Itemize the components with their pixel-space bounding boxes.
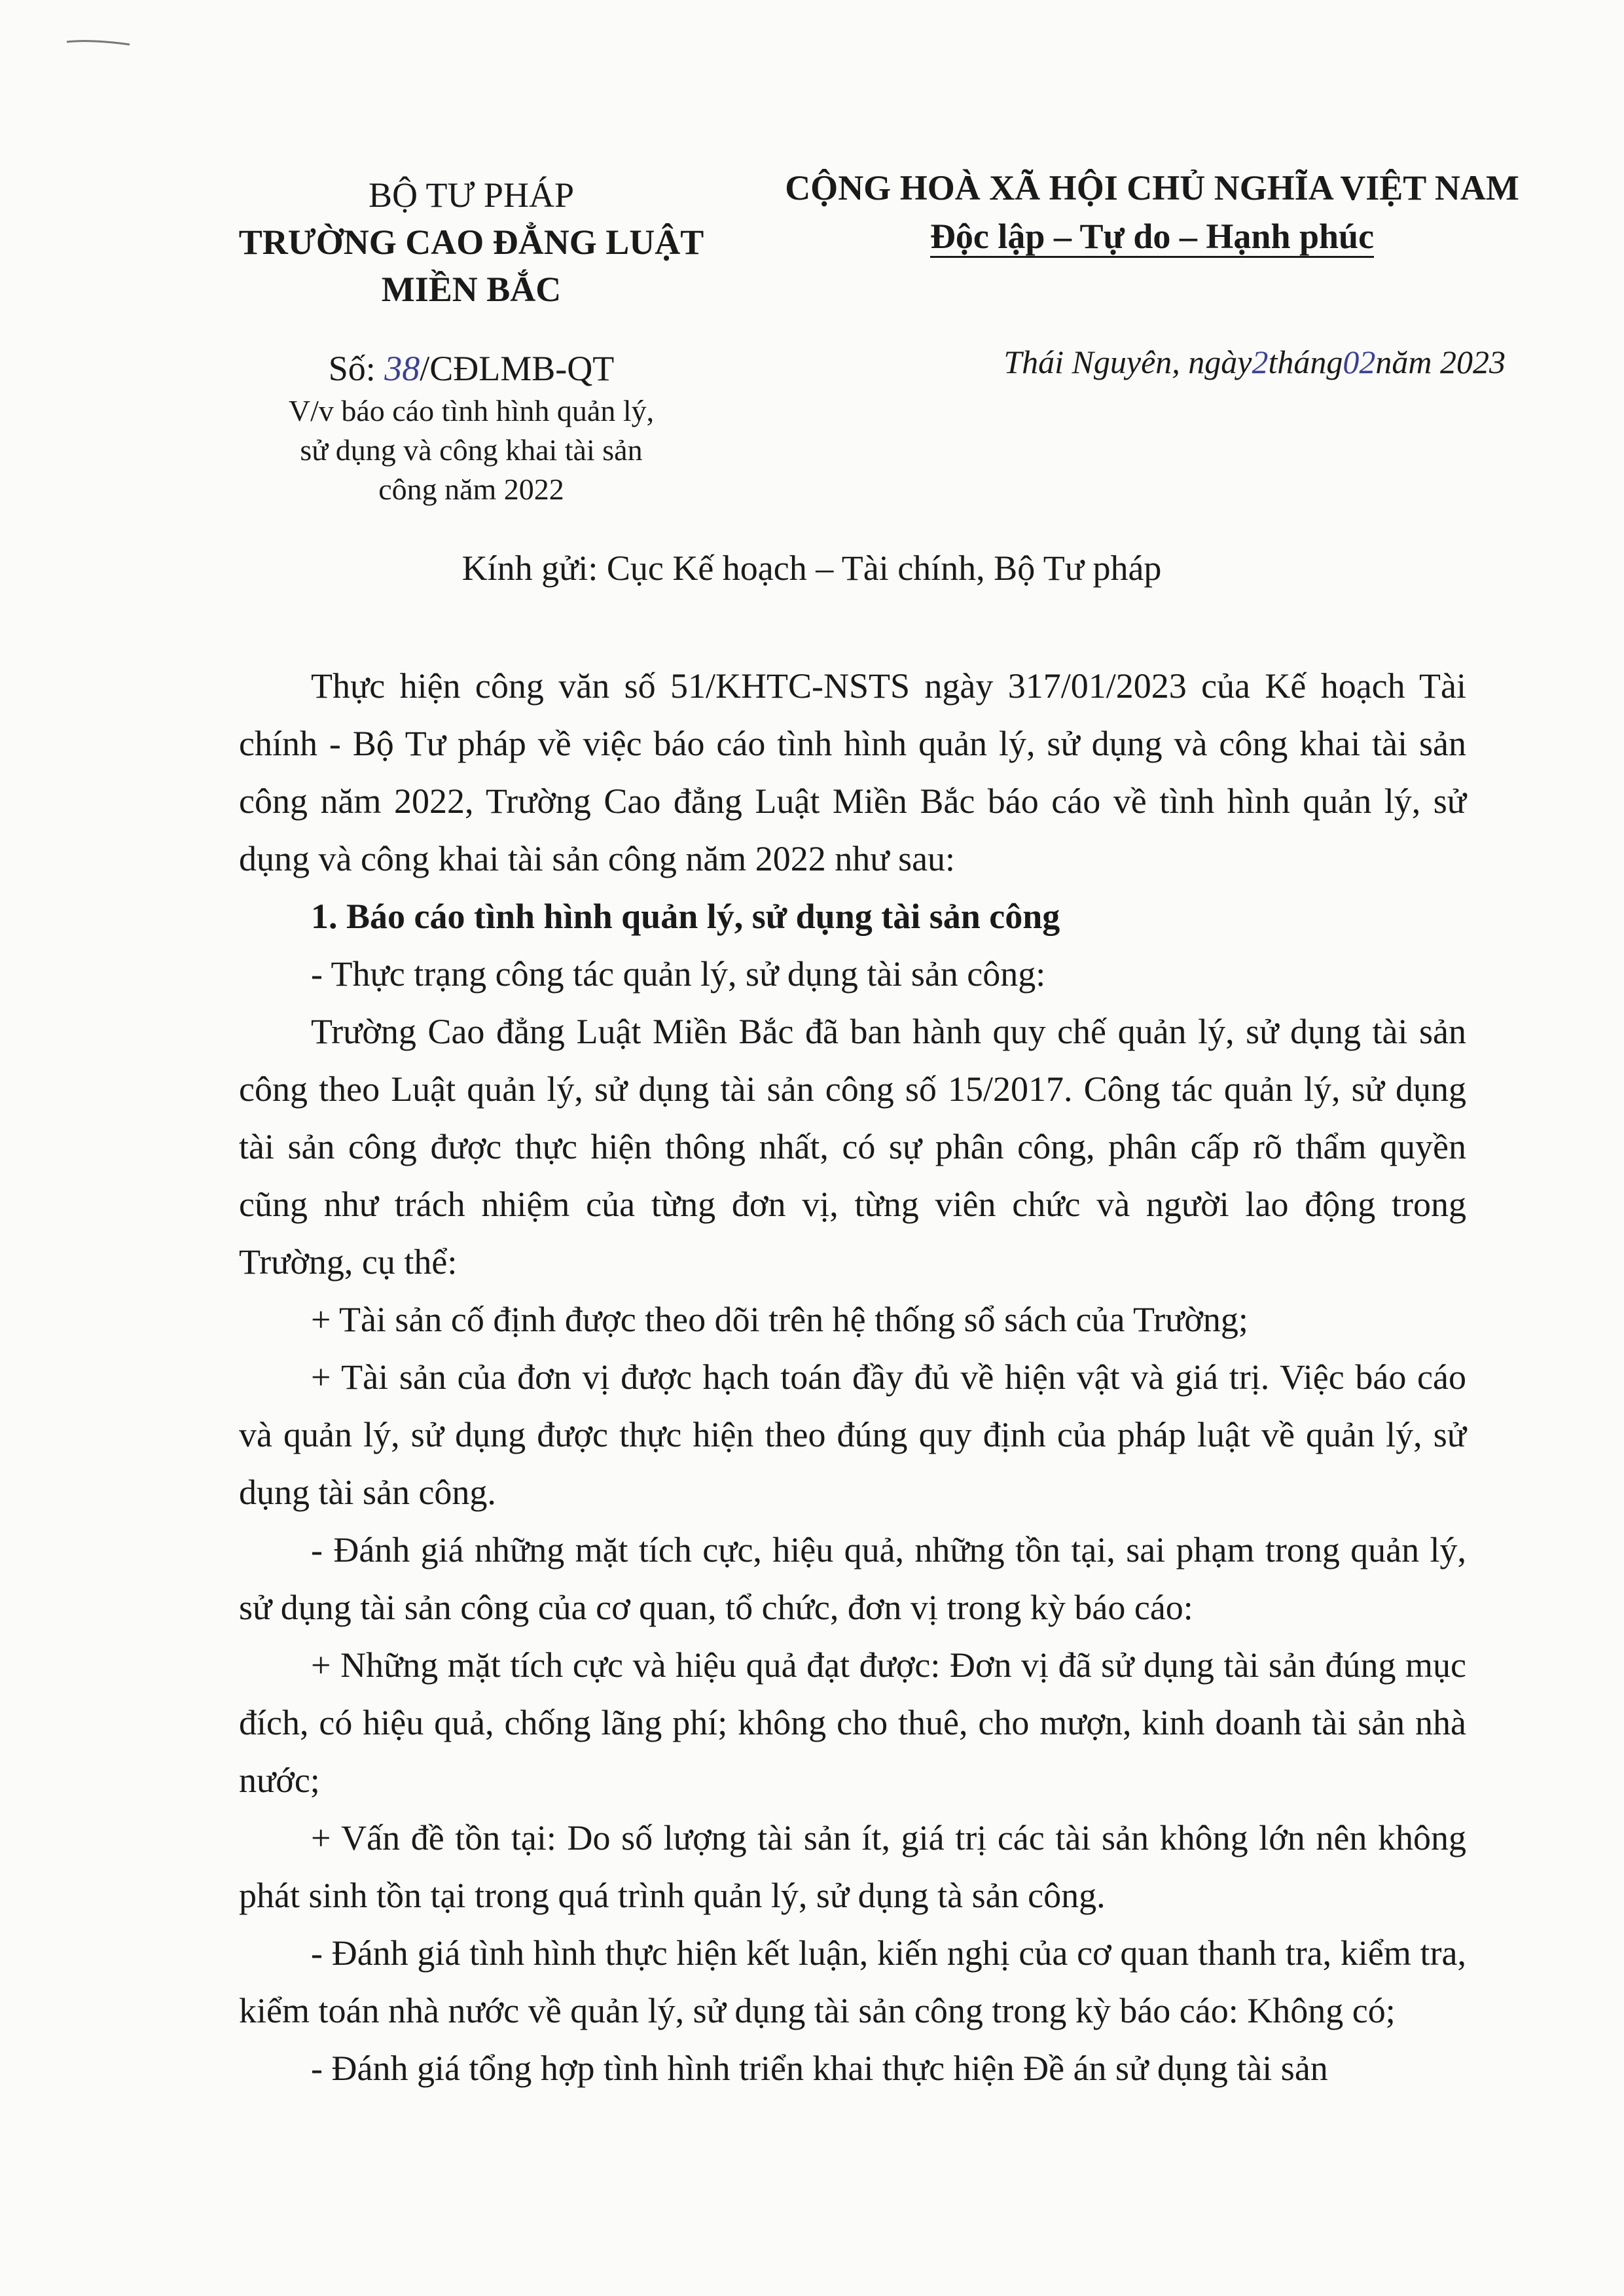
date-year: năm 2023	[1375, 344, 1506, 380]
document-number	[216, 347, 727, 390]
body-paragraph: - Thực trạng công tác quản lý, sử dụng tài sản công:	[311, 954, 1046, 994]
issuing-agency	[216, 171, 727, 313]
date-day: 2	[1252, 344, 1269, 380]
doc-number-prefix: Số:	[328, 349, 385, 388]
subject-line: công năm 2022	[378, 473, 564, 506]
document-body	[239, 657, 1466, 2097]
body-paragraph: + Những mặt tích cực và hiệu quả đạt được: Đơn vị đã sử dụng tài sản đúng mục đích, có hiệu quả, chống lãng phí; không cho thuê, cho mượn, kinh doanh tài sản nhà nước;	[239, 1645, 1466, 1800]
school-name-line1: TRƯỜNG CAO ĐẲNG LUẬT	[238, 223, 704, 262]
body-paragraph: + Vấn đề tồn tại: Do số lượng tài sản ít, giá trị các tài sản không lớn nên không phát sinh tồn tại trong quá trình quản lý, sử dụng tà sản công.	[239, 1818, 1466, 1915]
date-month: 02	[1343, 344, 1376, 380]
section-heading: 1. Báo cáo tình hình quản lý, sử dụng tài sản công	[311, 897, 1060, 936]
body-paragraph: + Tài sản của đơn vị được hạch toán đầy đủ về hiện vật và giá trị. Việc báo cáo và quản lý, sử dụng được thực hiện theo đúng quy định của pháp luật về quản lý, sử dụng tài sản công.	[239, 1357, 1466, 1512]
body-paragraph: - Đánh giá những mặt tích cực, hiệu quả, những tồn tại, sai phạm trong quản lý, sử dụng tài sản công của cơ quan, tổ chức, đơn vị trong kỳ báo cáo:	[239, 1530, 1466, 1627]
ministry-name: BỘ TƯ PHÁP	[369, 175, 574, 215]
body-paragraph: - Đánh giá tổng hợp tình hình triển khai thực hiện Đề án sử dụng tài sản	[311, 2049, 1328, 2088]
date-month-text: tháng	[1268, 344, 1343, 380]
body-paragraph: + Tài sản cố định được theo dõi trên hệ thống sổ sách của Trường;	[311, 1300, 1248, 1339]
national-motto: Độc lập – Tự do – Hạnh phúc	[930, 212, 1374, 260]
body-paragraph: Thực hiện công văn số 51/KHTC-NSTS ngày 317/01/2023 của Kế hoạch Tài chính - Bộ Tư pháp về việc báo cáo tình hình quản lý, sử dụng và công khai tài sản công năm 2022, Trường Cao đẳng Luật Miền Bắc báo cáo về tình hình quản lý, sử dụng và công khai tài sản công năm 2022 như sau:	[239, 666, 1466, 878]
subject-line: sử dụng và công khai tài sản	[300, 433, 643, 467]
subject-line: V/v báo cáo tình hình quản lý,	[288, 394, 655, 427]
body-paragraph: - Đánh giá tình hình thực hiện kết luận, kiến nghị của cơ quan thanh tra, kiểm tra, kiểm toán nhà nước về quản lý, sử dụng tài sản công trong kỳ báo cáo: Không có;	[239, 1933, 1466, 2030]
doc-number-suffix: /CĐLMB-QT	[420, 349, 615, 388]
school-name-line2: MIỀN BẮC	[381, 270, 562, 309]
body-paragraph: Trường Cao đẳng Luật Miền Bắc đã ban hành quy chế quản lý, sử dụng tài sản công theo Luật quản lý, sử dụng tài sản công số 15/2017. Công tác quản lý, sử dụng tài sản công được thực hiện thông nhất, có sự phân công, phân cấp rõ thẩm quyền cũng như trách nhiệm của từng đơn vị, từng viên chức và người lao động trong Trường, cụ thể:	[239, 1012, 1466, 1282]
addressee: Kính gửi: Cục Kế hoạch – Tài chính, Bộ Tư pháp	[461, 548, 1162, 588]
country-name: CỘNG HOÀ XÃ HỘI CHỦ NGHĨA VIỆT NAM	[785, 168, 1519, 207]
national-header	[727, 164, 1578, 260]
scan-mark	[65, 38, 131, 47]
place-and-date	[785, 340, 1506, 384]
doc-number-handwritten: 38	[384, 349, 420, 388]
document-subject	[216, 391, 727, 509]
date-place: Thái Nguyên, ngày	[1003, 344, 1252, 380]
